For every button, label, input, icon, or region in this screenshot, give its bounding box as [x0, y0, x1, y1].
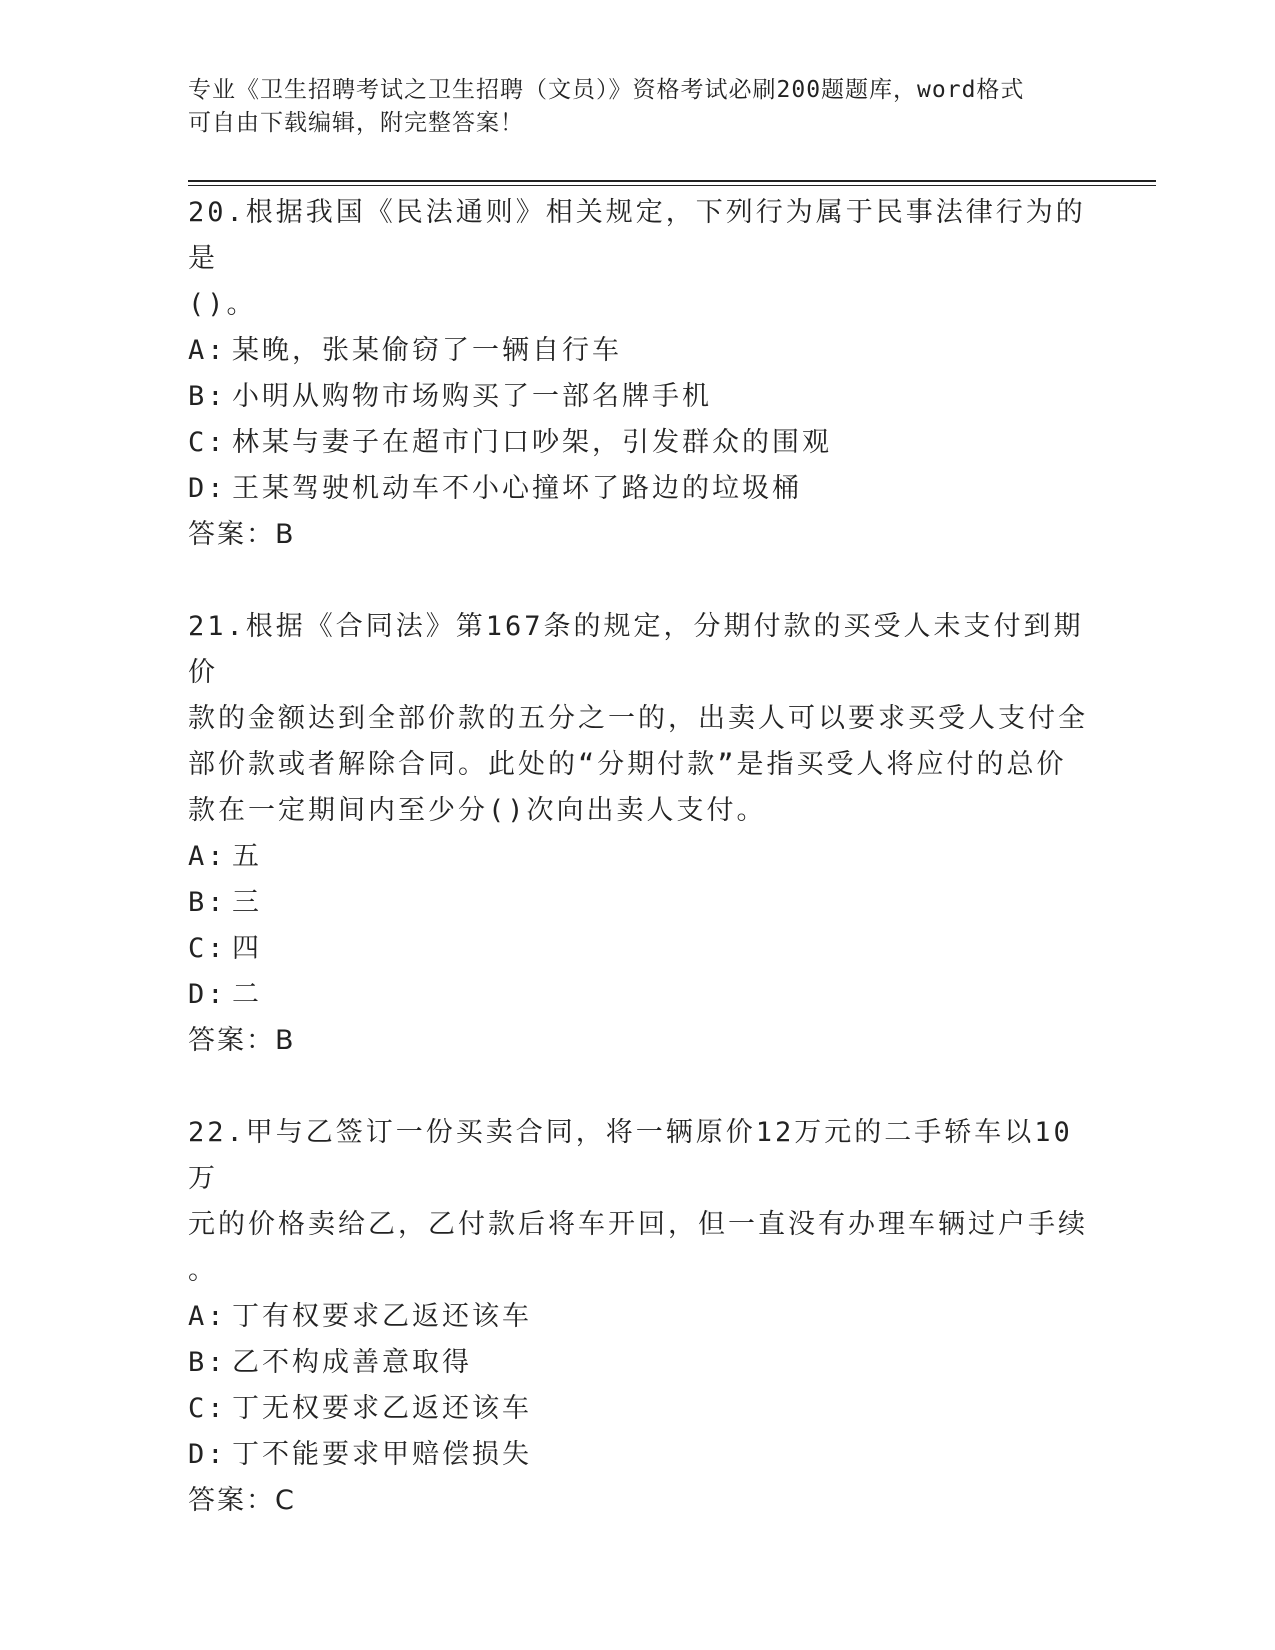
question-list: [188, 190, 1088, 1524]
option-d: [188, 466, 1088, 512]
option-text: 五: [232, 841, 262, 872]
option-a: [188, 834, 1088, 880]
header-divider: [188, 180, 1156, 186]
question-stem-line: 款在一定期间内至少分()次向出卖人支付。: [188, 795, 767, 826]
option-a: [188, 328, 1088, 374]
option-b: [188, 374, 1088, 420]
option-d: [188, 1432, 1088, 1478]
option-letter: A:: [188, 335, 227, 366]
option-d: [188, 972, 1088, 1018]
option-text: 某晚，张某偷窃了一辆自行车: [232, 335, 622, 366]
option-text: 四: [232, 933, 262, 964]
question-20: [188, 190, 1088, 558]
document-header: [188, 74, 1078, 140]
option-text: 丁有权要求乙返还该车: [232, 1301, 532, 1332]
option-c: [188, 420, 1088, 466]
option-letter: C:: [188, 427, 227, 458]
question-stem-line: 部价款或者解除合同。此处的“分期付款”是指买受人将应付的总价: [188, 749, 1067, 780]
question-stem-line: ()。: [188, 289, 257, 320]
option-letter: D:: [188, 1439, 227, 1470]
option-a: [188, 1294, 1088, 1340]
option-text: 乙不构成善意取得: [232, 1347, 472, 1378]
option-c: [188, 1386, 1088, 1432]
option-text: 小明从购物市场购买了一部名牌手机: [232, 381, 712, 412]
option-text: 丁不能要求甲赔偿损失: [232, 1439, 532, 1470]
option-text: 王某驾驶机动车不小心撞坏了路边的垃圾桶: [232, 473, 802, 504]
question-stem-line: 元的价格卖给乙，乙付款后将车开回，但一直没有办理车辆过户手续: [188, 1209, 1088, 1240]
option-letter: B:: [188, 381, 227, 412]
answer-line: 答案：B: [188, 1025, 296, 1056]
option-letter: D:: [188, 473, 227, 504]
answer-line: 答案：C: [188, 1485, 296, 1516]
option-text: 林某与妻子在超市门口吵架，引发群众的围观: [232, 427, 832, 458]
question-stem-line: 20.根据我国《民法通则》相关规定，下列行为属于民事法律行为的是: [188, 197, 1086, 274]
option-letter: A:: [188, 1301, 227, 1332]
question-stem-line: 22.甲与乙签订一份买卖合同，将一辆原价12万元的二手轿车以10万: [188, 1117, 1073, 1194]
header-line-2: 可自由下载编辑，附完整答案！: [188, 110, 524, 136]
option-letter: B:: [188, 1347, 227, 1378]
option-text: 二: [232, 979, 262, 1010]
option-letter: C:: [188, 933, 227, 964]
option-letter: C:: [188, 1393, 227, 1424]
question-stem-line: 21.根据《合同法》第167条的规定，分期付款的买受人未支付到期价: [188, 611, 1084, 688]
question-22: [188, 1110, 1088, 1524]
option-letter: A:: [188, 841, 227, 872]
question-stem-line: 。: [188, 1255, 218, 1286]
option-letter: B:: [188, 887, 227, 918]
answer-line: 答案：B: [188, 519, 296, 550]
header-line-1: 专业《卫生招聘考试之卫生招聘（文员）》资格考试必刷200题题库，word格式: [188, 77, 1025, 103]
option-c: [188, 926, 1088, 972]
option-letter: D:: [188, 979, 227, 1010]
question-stem-line: 款的金额达到全部价款的五分之一的，出卖人可以要求买受人支付全: [188, 703, 1088, 734]
question-21: [188, 604, 1088, 1064]
option-b: [188, 880, 1088, 926]
option-text: 丁无权要求乙返还该车: [232, 1393, 532, 1424]
option-b: [188, 1340, 1088, 1386]
option-text: 三: [232, 887, 262, 918]
